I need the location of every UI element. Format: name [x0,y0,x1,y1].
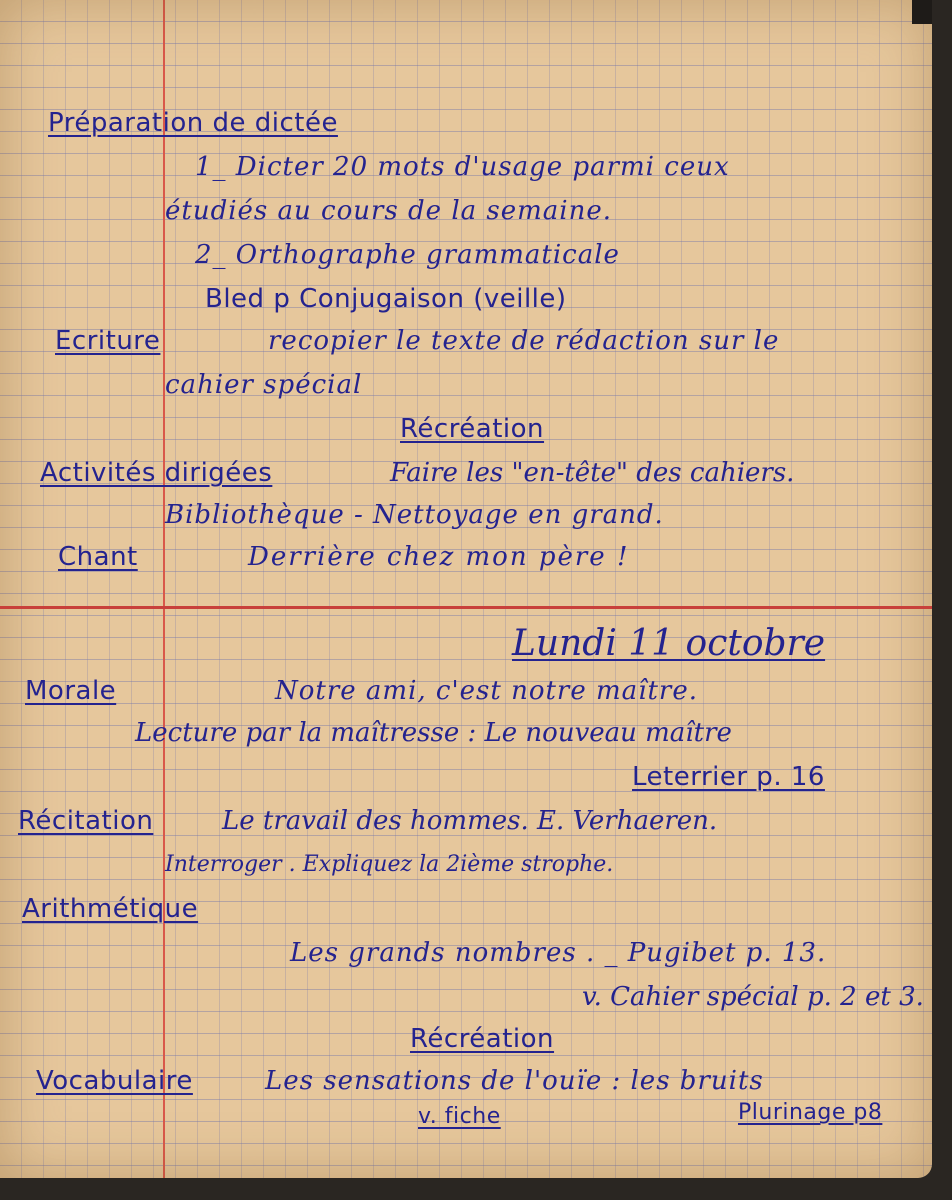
vocabulaire-text: Les sensations de l'ouïe : les bruits [265,1066,764,1096]
morale-label: Morale [25,676,117,706]
date-heading: Lundi 11 octobre [512,623,826,664]
lecture-reference: Leterrier p. 16 [632,762,825,792]
recitation-label: Récitation [18,806,154,836]
prep-title: Préparation de dictée [48,108,338,138]
lecture-text: Lecture par la maîtresse : Le nouveau maître [135,718,732,748]
prep-line-2: 2_ Orthographe grammaticale [195,240,620,270]
arithmetique-reference: v. Cahier spécial p. 2 et 3. [582,982,924,1012]
section-divider [0,606,932,609]
prep-line-1: 1_ Dicter 20 mots d'usage parmi ceux [195,152,730,182]
bibliotheque-line: Bibliothèque - Nettoyage en grand. [165,500,664,530]
arithmetique-text: Les grands nombres . _ Pugibet p. 13. [290,938,827,968]
ecriture-text: recopier le texte de rédaction sur le [268,326,780,356]
prep-line-2b: Bled p Conjugaison (veille) [205,284,567,314]
activites-text: Faire les "en-tête" des cahiers. [390,458,795,488]
dark-corner [912,0,932,24]
ecriture-label: Ecriture [55,326,161,356]
vocabulaire-label: Vocabulaire [36,1066,193,1096]
chant-text: Derrière chez mon père ! [248,542,630,572]
morale-text: Notre ami, c'est notre maître. [275,676,699,706]
recreation-heading-2: Récréation [410,1024,555,1054]
vocabulaire-fiche: v. fiche [418,1104,501,1129]
recitation-text: Le travail des hommes. E. Verhaeren. [222,806,718,836]
ecriture-text-2: cahier spécial [165,370,363,400]
interroger-line: Interroger . Expliquez la 2ième strophe. [165,852,614,877]
vocabulaire-reference: Plurinage p8 [738,1100,883,1125]
chant-label: Chant [58,542,138,572]
arithmetique-label: Arithmétique [22,894,199,924]
activites-label: Activités dirigées [40,458,273,488]
recreation-heading-1: Récréation [400,414,545,444]
prep-line-1b: étudiés au cours de la semaine. [165,196,613,226]
